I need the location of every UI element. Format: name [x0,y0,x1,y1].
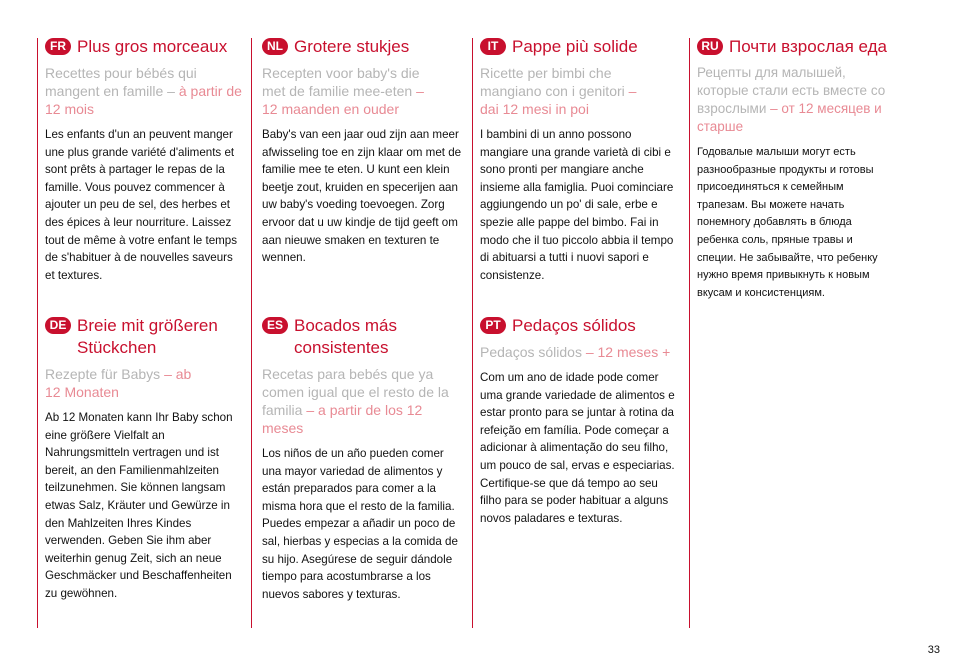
section-title: Pedaços sólidos [512,316,636,335]
section-body: I bambini di un anno possono mangiare una grande varietà di cibi e sono pronti per mangiare anche insieme alla famiglia. Puoi cominciare aggiungendo un po' di sale, erbe e spezie alle pappe del bimbo. Fai in modo che il tuo piccolo abbia il tempo di abituarsi a tutti i nuovi sapori e consistenze. [480,128,674,282]
language-badge-it: IT [480,38,506,55]
section-fr [45,36,245,284]
language-badge-nl: NL [262,38,288,55]
column-1 [45,36,245,600]
section-subtitle [262,365,458,437]
section-title: Почти взрослая еда [729,37,887,56]
language-badge-fr: FR [45,38,71,55]
section-title: Plus gros morceaux [77,37,228,56]
column-4 [697,36,893,302]
subtitle-age: – 12 meses + [585,344,671,360]
section-it [480,36,680,284]
language-badge-de: DE [45,317,71,334]
column-divider [689,38,690,628]
subtitle-age: à partir de 12 mois [45,83,242,117]
column-2 [262,36,464,601]
section-subtitle [480,64,645,118]
section-subtitle [45,365,195,401]
column-divider [472,38,473,628]
section-body: Годовалые малыши могут есть разнообразные продукты и готовы присоединяться к семейным трапезам. Вы можете начать понемногу добавлять в блюда ребенка соль, пряные травы и специи. Не забывайте, что ребенку нужно время привыкнуть к новым вкусам и консистенциям. [697,146,878,299]
subtitle-age: – ab 12 Monaten [45,366,192,400]
section-title: Pappe più solide [512,37,638,56]
section-title: Breie mit größeren Stückchen [77,316,218,357]
subtitle-text: Recepten voor baby's die met de familie mee-eten [262,65,420,99]
section-title: Grotere stukjes [294,37,410,56]
subtitle-text: Pedaços sólidos [480,344,586,360]
subtitle-text: Recettes pour bébés qui mangent en famille – [45,65,197,99]
language-badge-pt: PT [480,317,506,334]
subtitle-age: – dai 12 mesi in poi [480,83,637,117]
subtitle-text: Recetas para bebés que ya comen igual que el resto de la familia [262,366,449,418]
section-title: Bocados más consistentes [294,316,397,357]
section-body: Baby's van een jaar oud zijn aan meer afwisseling toe en zijn klaar om met de familie mee te eten. U kunt een klein beetje zout, kruiden en specerijen aan uw baby's voeding toevoegen. Zorg ervoor dat u uw kindje de tijd geeft om aan nieuwe smaken en texturen te wennen. [262,128,462,265]
subtitle-text: Ricette per bimbi che mangiano con i genitori [480,65,629,99]
section-subtitle [45,64,245,118]
section-body: Los niños de un año pueden comer una mayor variedad de alimentos y están preparados para comer a la misma hora que el resto de la familia. Puedes empezar a añadir un poco de sal, hierbas y especias a la comida de su hijo. Asegúrese de seguir dándole tiempo para acostumbrarse a los nuevos sabores y texturas. [262,447,458,601]
subtitle-text: Rezepte für Babys [45,366,165,382]
subtitle-age: – от 12 месяцев и старше [697,101,882,134]
column-divider [37,38,38,628]
section-de [45,315,245,603]
section-es [262,315,464,603]
section-ru [697,36,893,302]
section-body: Com um ano de idade pode comer uma grande variedade de alimentos e estar pronto para se juntar à rotina da refeição em família. Pode começar a adicionar à alimentação do seu filho, um pouco de sal, ervas e especiarias. Certifique-se que dá tempo ao seu filho para se poder habituar a alguns novos paladares e texturas. [480,371,675,525]
language-badge-ru: RU [697,38,723,55]
subtitle-age: – a partir de los 12 meses [262,402,423,436]
section-body: Ab 12 Monaten kann Ihr Baby schon eine größere Vielfalt an Nahrungsmitteln vertragen und ist bereit, an den Familienmahlzeiten teilzunehmen. Sie können langsam etwas Salz, Kräuter und Gewürze in den Mahlzeiten Ihres Kindes verwenden. Geben Sie ihm aber weiterhin genug Zeit, sich an neue Geschmäcker und Beschaffenheiten zu gewöhnen. [45,411,233,600]
section-body: Les enfants d'un an peuvent manger une plus grande variété d'aliments et sont prêts à partager le repas de la famille. Vous pouvez commencer à ajouter un peu de sel, des herbes et des épices à leur nourriture. Laissez tout de même à votre enfant le temps de s'habituer à de nouvelles saveurs et textures. [45,128,238,282]
section-nl [262,36,464,267]
column-divider [251,38,252,628]
section-subtitle [262,64,442,118]
language-badge-es: ES [262,317,288,334]
section-subtitle [480,343,680,361]
subtitle-text: Рецепты для малышей, которые стали есть вместе со взрослыми [697,65,886,116]
section-subtitle [697,64,893,136]
section-pt [480,315,680,527]
column-3 [480,36,680,525]
subtitle-age: – 12 maanden en ouder [262,83,424,117]
page-number: 33 [927,644,940,656]
